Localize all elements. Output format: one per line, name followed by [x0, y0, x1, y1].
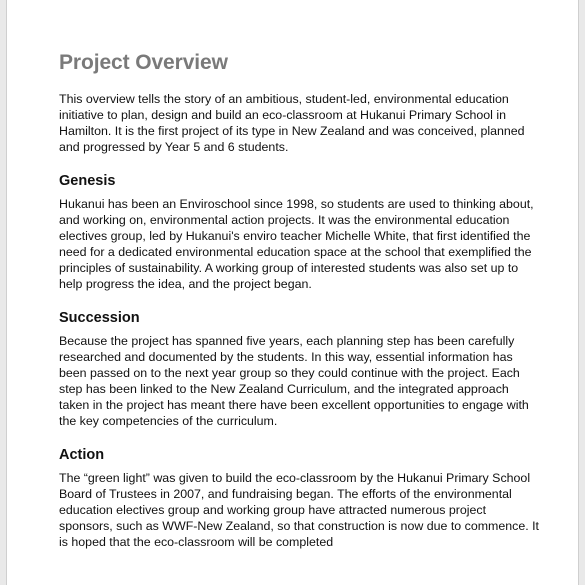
section-body-genesis: Hukanui has been an Enviroschool since 1998, so students are used to thinking about, and working on, environmental action projects. It was the environmental education electives group, led by Hukanui's enviro teacher Michelle White, that first identified the need for a dedicated environmental education space at the school that exemplified the principles of sustainability. A working group of interested students was also set up to help progress the idea, and the project began.: [59, 197, 534, 291]
section-body-succession: Because the project has spanned five years, each planning step has been carefully researched and documented by the students. In this way, essential information has been passed on to the next year group so they could continue with the project. Each step has been linked to the New Zealand Curriculum, and the integrated approach taken in the project has meant there have been excellent opportunities to engage with the key competencies of the curriculum.: [59, 334, 529, 428]
section-heading-succession: Succession: [59, 310, 140, 326]
page-title: Project Overview: [59, 51, 228, 74]
section-succession: [59, 309, 539, 429]
intro-paragraph: This overview tells the story of an ambitious, student-led, environmental education initiative to plan, design and build an eco-classroom at Hukanui Primary School in Hamilton. It is the first project of its type in New Zealand and was conceived, planned and progressed by Year 5 and 6 students.: [59, 92, 525, 154]
section-body-action: The “green light” was given to build the eco-classroom by the Hukanui Primary School Board of Trustees in 2007, and fundraising began. The efforts of the environmental education electives group and working group have attracted numerous project sponsors, such as WWF-New Zealand, so that construction is now due to commence. It is hoped that the eco-classroom will be completed: [59, 471, 539, 549]
document-content: [59, 50, 539, 550]
section-heading-genesis: Genesis: [59, 173, 116, 189]
section-action: [59, 446, 539, 550]
section-genesis: [59, 172, 539, 292]
section-heading-action: Action: [59, 447, 105, 463]
document-page: [6, 0, 579, 585]
